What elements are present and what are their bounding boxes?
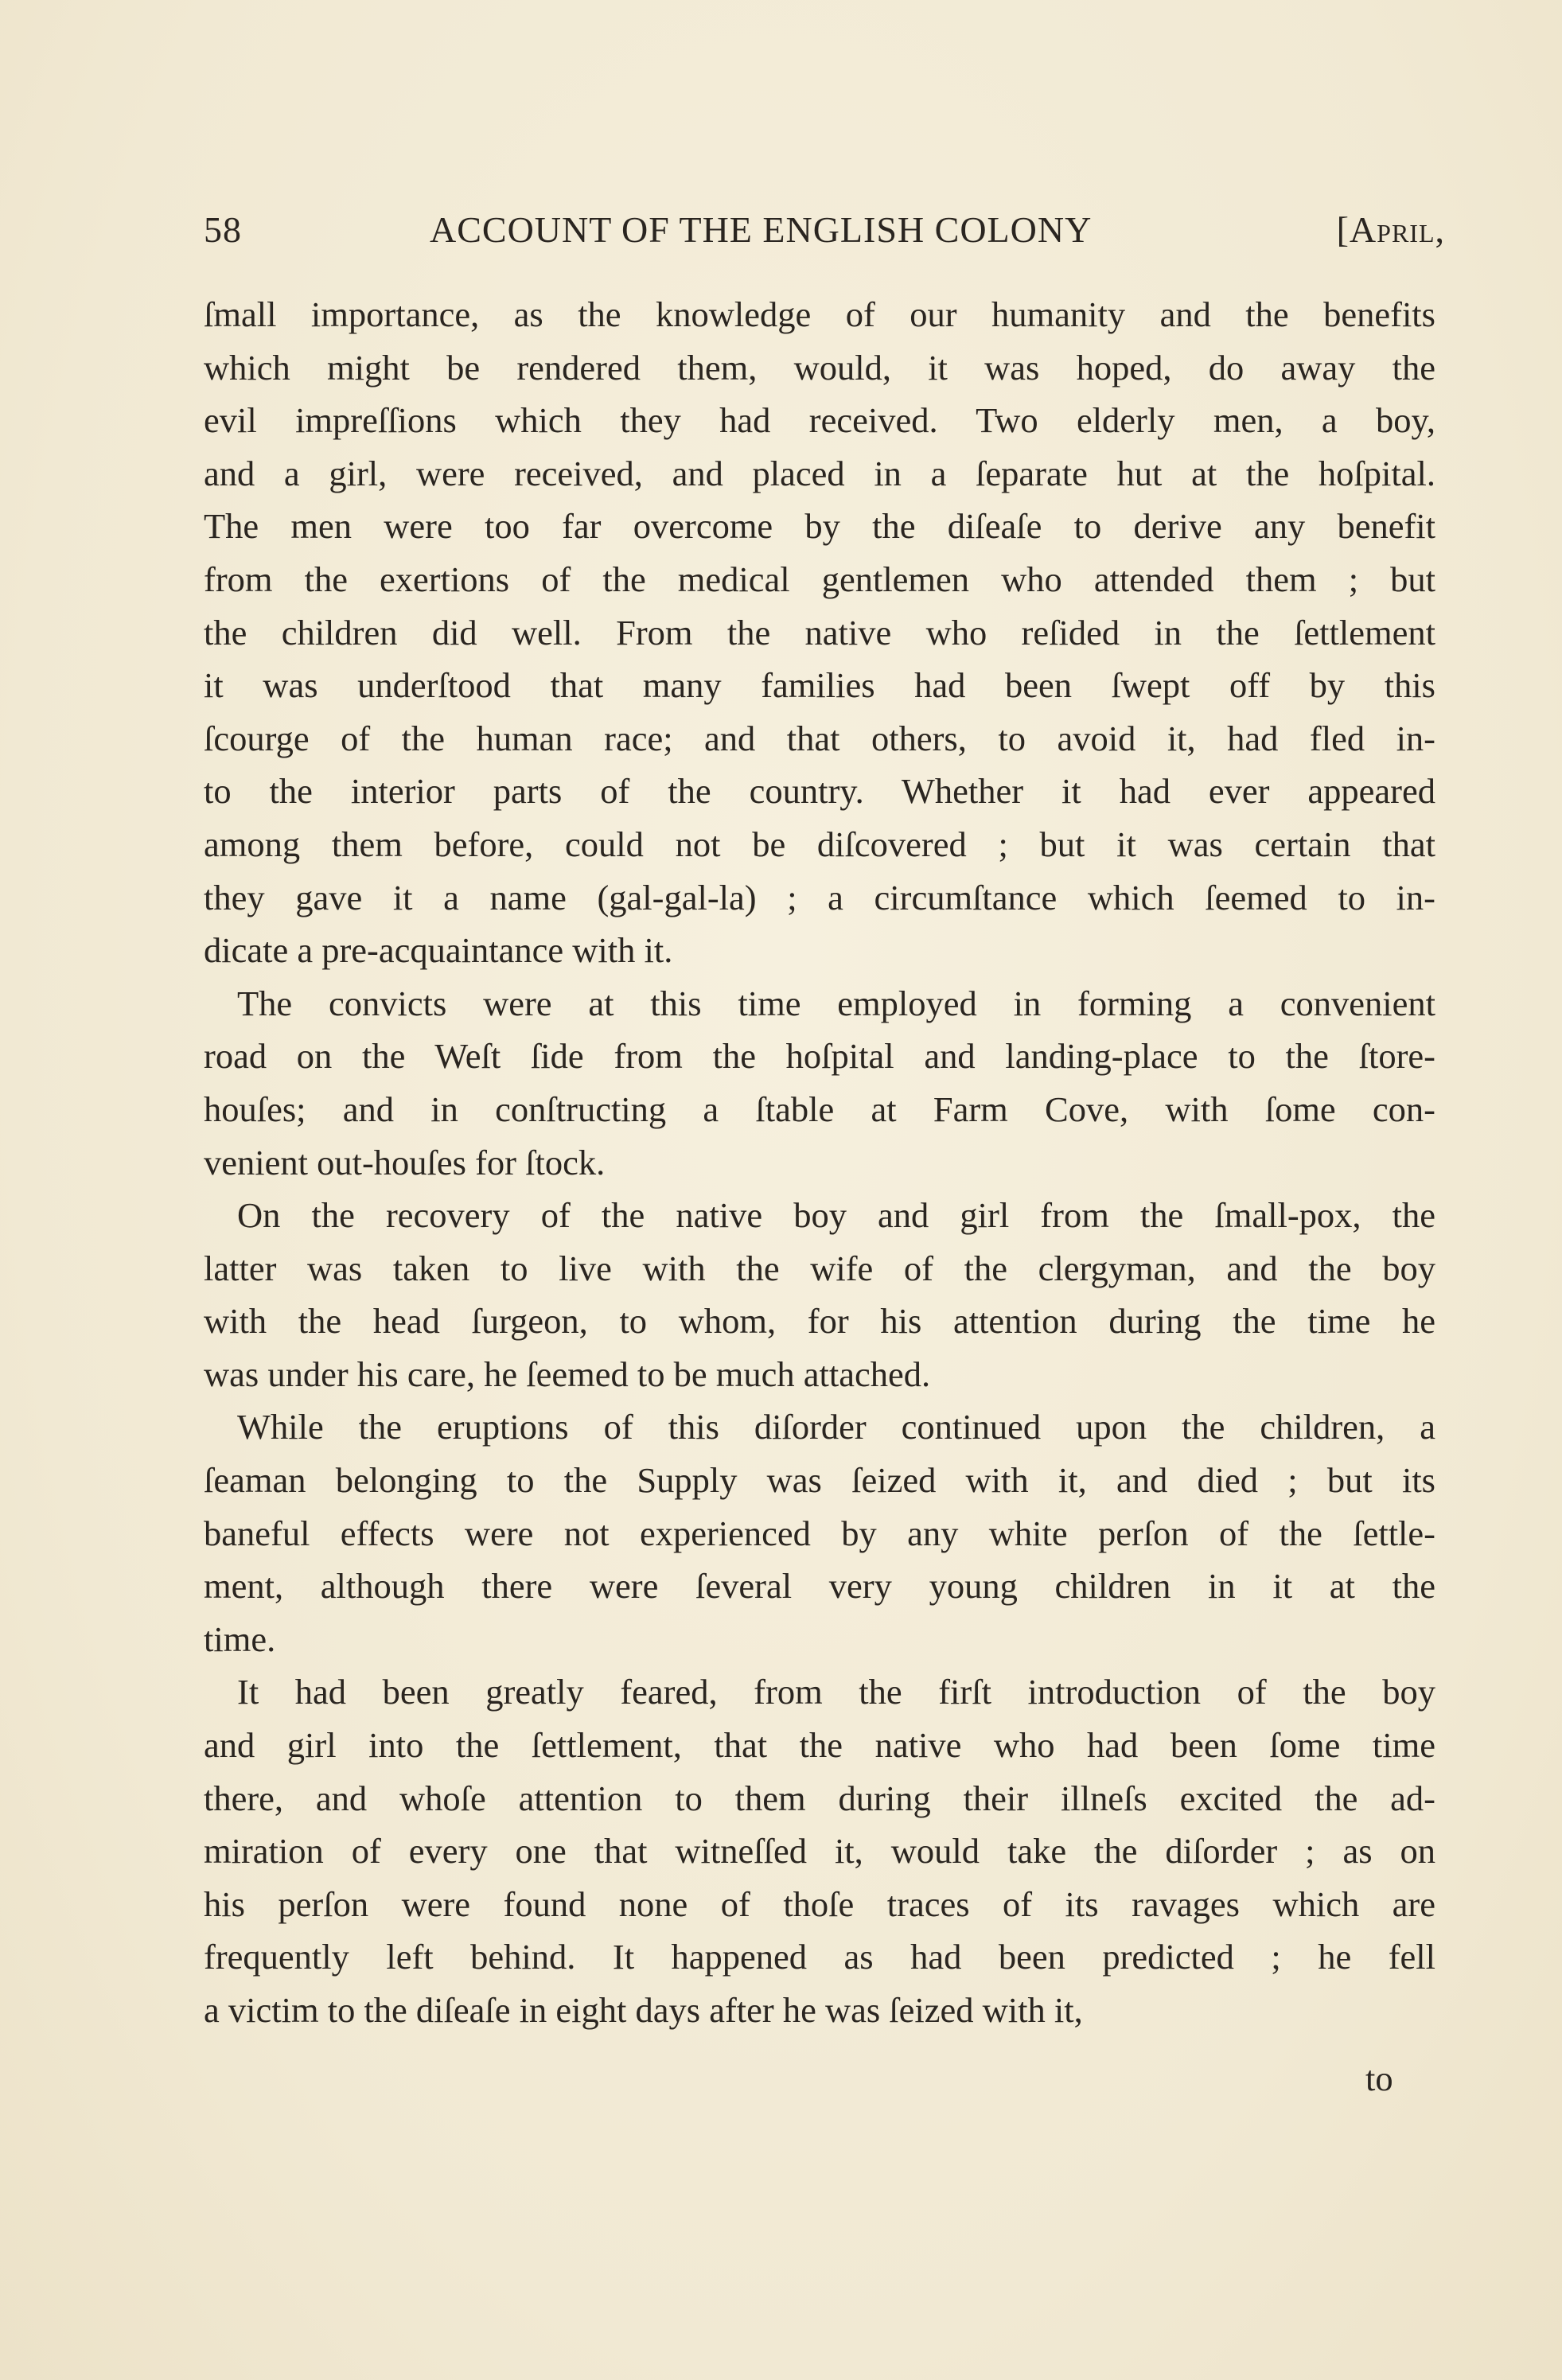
text-line: The convicts were at this time employed in forming a convenient bbox=[237, 983, 1435, 1023]
paragraph bbox=[204, 1189, 1435, 1400]
text-line: It had been greatly feared, from the firſt introduction of the boy bbox=[237, 1672, 1435, 1712]
text-line: road on the Weſt ſide from the hoſpital and landing-place to the ſtore- bbox=[204, 1036, 1435, 1077]
text-line: a victim to the diſeaſe in eight days after he was ſeized with it, bbox=[204, 1990, 1083, 2030]
text-line: venient out-houſes for ſtock. bbox=[204, 1142, 606, 1182]
catchword: to bbox=[1365, 2059, 1393, 2098]
text-line: evil impreſſions which they had received. Two elderly men, a boy, bbox=[204, 400, 1435, 441]
paragraph bbox=[204, 977, 1435, 1189]
text-line: ſmall importance, as the knowledge of our humanity and the benefits bbox=[204, 294, 1435, 334]
text-line: While the eruptions of this diſorder continued upon the children, a bbox=[237, 1407, 1435, 1447]
text-line: the children did well. From the native who reſided in the ſettlement bbox=[204, 612, 1435, 652]
running-title: ACCOUNT OF THE ENGLISH COLONY bbox=[430, 209, 1093, 250]
text-line: and girl into the ſettlement, that the native who had been ſome time bbox=[204, 1725, 1435, 1766]
text-line: and a girl, were received, and placed in a ſeparate hut at the hoſpital. bbox=[204, 453, 1435, 493]
text-line: frequently left behind. It happened as had been predicted ; he fell bbox=[204, 1937, 1435, 1977]
text-line: his perſon were found none of thoſe traces of its ravages which are bbox=[204, 1883, 1435, 1924]
text-line: from the exertions of the medical gentlemen who attended them ; but bbox=[204, 559, 1435, 599]
text-line: dicate a pre-acquaintance with it. bbox=[204, 930, 673, 971]
page-header bbox=[204, 208, 1445, 264]
text-line: with the head ſurgeon, to whom, for his attention during the time he bbox=[204, 1301, 1435, 1342]
text-line: among them before, could not be diſcovered ; but it was certain that bbox=[204, 824, 1435, 864]
text-line: miration of every one that witneſſed it, would take the diſorder ; as on bbox=[204, 1831, 1435, 1872]
text-line: On the recovery of the native boy and girl from the ſmall-pox, the bbox=[237, 1195, 1435, 1236]
paragraph bbox=[204, 1400, 1435, 1665]
page-number: 58 bbox=[204, 209, 242, 250]
text-line: ſcourge of the human race; and that others, to avoid it, had fled in- bbox=[204, 718, 1435, 758]
text-line: baneful effects were not experienced by any white perſon of the ſettle- bbox=[204, 1513, 1435, 1553]
text-line: ſeaman belonging to the Supply was ſeized with it, and died ; but its bbox=[204, 1460, 1435, 1501]
text-line: time. bbox=[204, 1618, 276, 1659]
text-line: houſes; and in conſtructing a ſtable at Farm Cove, with ſome con- bbox=[204, 1089, 1435, 1129]
text-line: there, and whoſe attention to them during their illneſs excited the ad- bbox=[204, 1778, 1435, 1818]
text-line: latter was taken to live with the wife of the clergyman, and the boy bbox=[204, 1248, 1435, 1288]
text-line: it was underſtood that many families had been ſwept off by this bbox=[204, 665, 1435, 706]
text-line: which might be rendered them, would, it was hoped, do away the bbox=[204, 347, 1435, 388]
text-line: ment, although there were ſeveral very young children in it at the bbox=[204, 1566, 1435, 1607]
text-line: was under his care, he ſeemed to be much attached. bbox=[204, 1354, 931, 1394]
text-line: The men were too far overcome by the diſeaſe to derive any benefit bbox=[204, 506, 1435, 547]
running-month: [April, bbox=[1336, 209, 1445, 250]
paragraph bbox=[204, 288, 1435, 977]
body-text bbox=[204, 288, 1435, 2037]
paragraph bbox=[204, 1665, 1435, 2036]
text-line: to the interior parts of the country. Whether it had ever appeared bbox=[204, 771, 1435, 812]
text-line: they gave it a name (gal-gal-la) ; a circumſtance which ſeemed to in- bbox=[204, 877, 1435, 917]
